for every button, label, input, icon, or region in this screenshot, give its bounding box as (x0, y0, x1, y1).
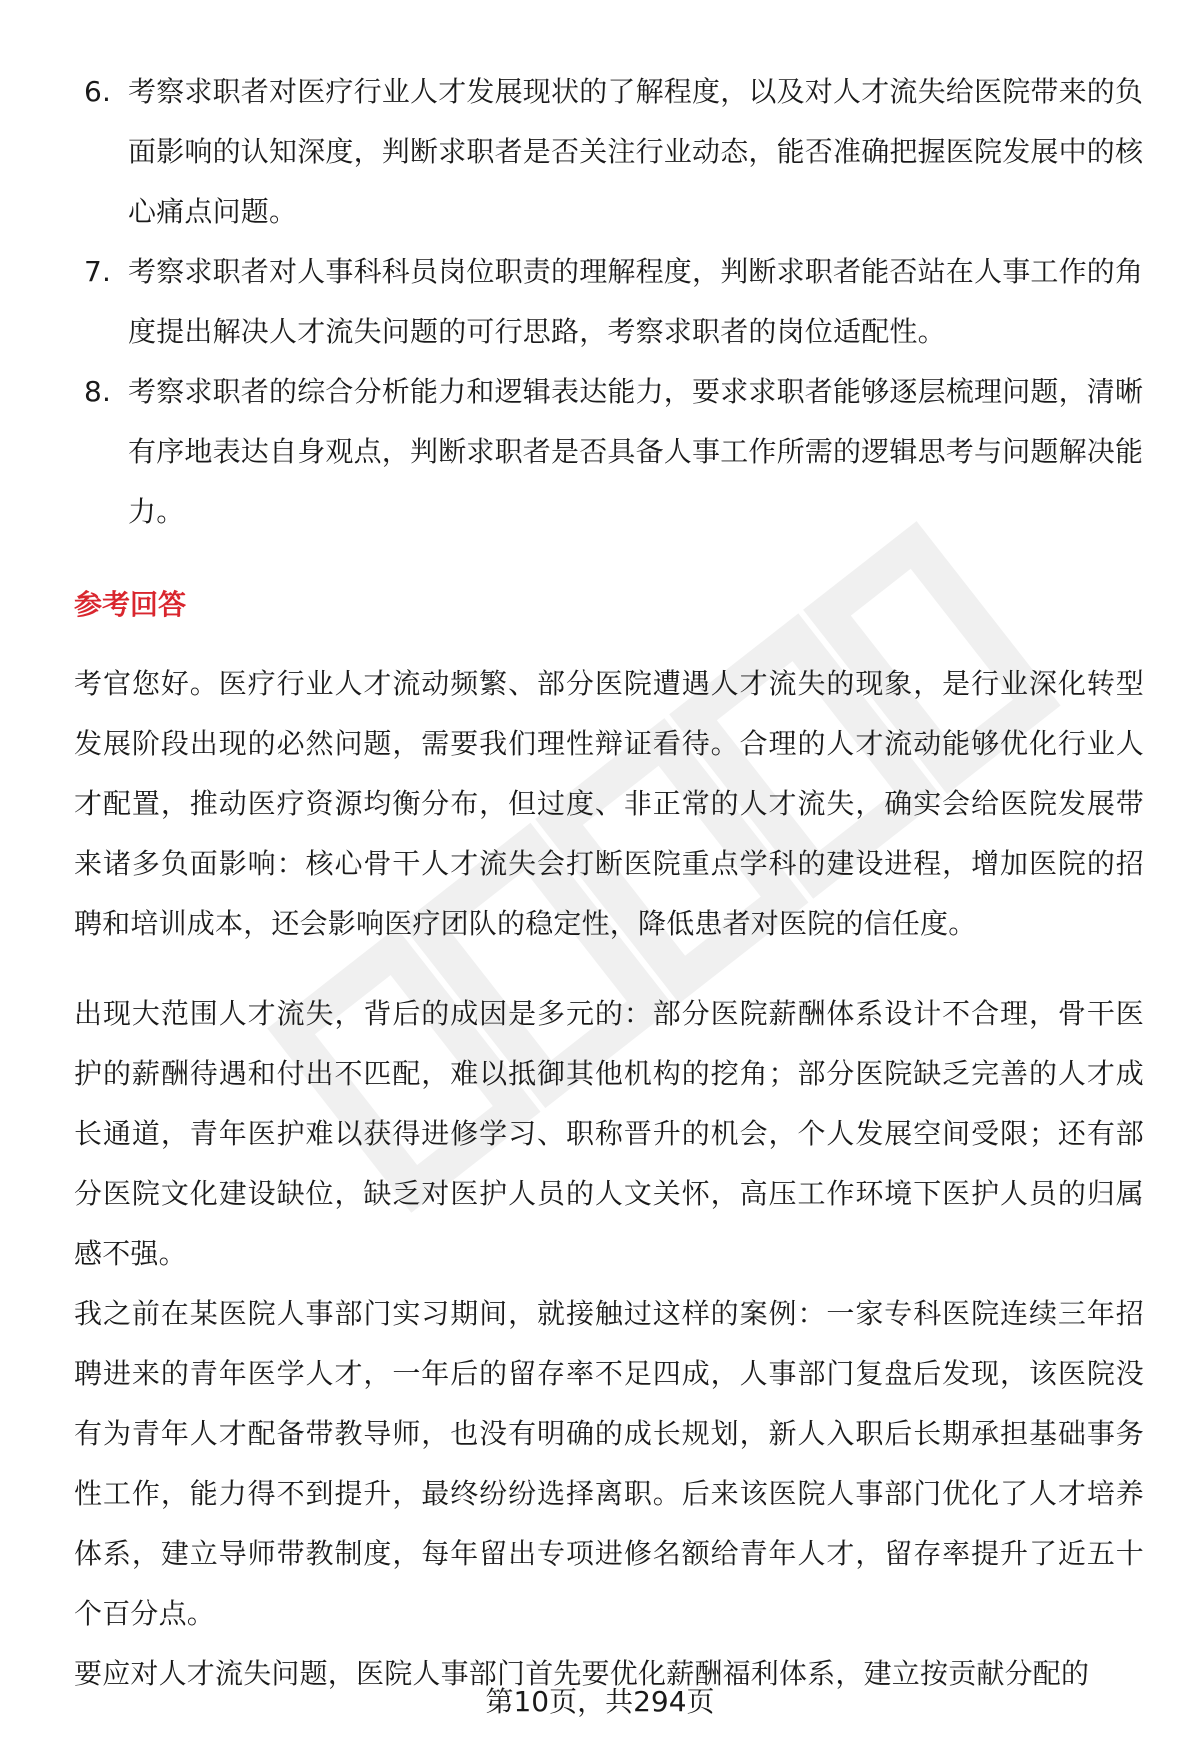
answer-paragraph: 出现大范围人才流失，背后的成因是多元的：部分医院薪酬体系设计不合理，骨干医护的薪酬待遇和付出不匹配，难以抵御其他机构的挖角；部分医院缺乏完善的人才成长通道，青年医护难以获得进修学习、职称晋升的机会，个人发展空间受限；还有部分医院文化建设缺位，缺乏对医护人员的人文关怀，高压工作环境下医护人员的归属感不强。 (74, 997, 1144, 1270)
criteria-number: 6. (84, 75, 112, 108)
criteria-number: 7. (84, 255, 112, 288)
criteria-item (74, 242, 1144, 362)
criteria-number: 8. (84, 375, 112, 408)
criteria-text: 考察求职者的综合分析能力和逻辑表达能力，要求求职者能够逐层梳理问题，清晰有序地表达自身观点，判断求职者是否具备人事工作所需的逻辑思考与问题解决能力。 (128, 375, 1144, 528)
criteria-text: 考察求职者对医疗行业人才发展现状的了解程度，以及对人才流失给医院带来的负面影响的认知深度，判断求职者是否关注行业动态，能否准确把握医院发展中的核心痛点问题。 (128, 75, 1144, 228)
page-content (74, 62, 1144, 1704)
answer-paragraph: 要应对人才流失问题，医院人事部门首先要优化薪酬福利体系，建立按贡献分配的 (74, 1657, 1090, 1690)
criteria-item (74, 62, 1144, 242)
section-title: 参考回答 (74, 588, 187, 621)
criteria-item (74, 362, 1144, 542)
answer-paragraph: 考官您好。医疗行业人才流动频繁、部分医院遭遇人才流失的现象，是行业深化转型发展阶段出现的必然问题，需要我们理性辩证看待。合理的人才流动能够优化行业人才配置，推动医疗资源均衡分布，但过度、非正常的人才流失，确实会给医院发展带来诸多负面影响：核心骨干人才流失会打断医院重点学科的建设进程，增加医院的招聘和培训成本，还会影响医疗团队的稳定性，降低患者对医院的信任度。 (74, 667, 1144, 940)
page-number: 第10页，共294页 (485, 1685, 715, 1718)
criteria-list (74, 62, 1144, 542)
criteria-text: 考察求职者对人事科科员岗位职责的理解程度，判断求职者能否站在人事工作的角度提出解决人才流失问题的可行思路，考察求职者的岗位适配性。 (128, 255, 1144, 348)
answer-paragraph: 我之前在某医院人事部门实习期间，就接触过这样的案例：一家专科医院连续三年招聘进来的青年医学人才，一年后的留存率不足四成，人事部门复盘后发现，该医院没有为青年人才配备带教导师，也没有明确的成长规划，新人入职后长期承担基础事务性工作，能力得不到提升，最终纷纷选择离职。后来该医院人事部门优化了人才培养体系，建立导师带教制度，每年留出专项进修名额给青年人才，留存率提升了近五十个百分点。 (74, 1297, 1144, 1630)
